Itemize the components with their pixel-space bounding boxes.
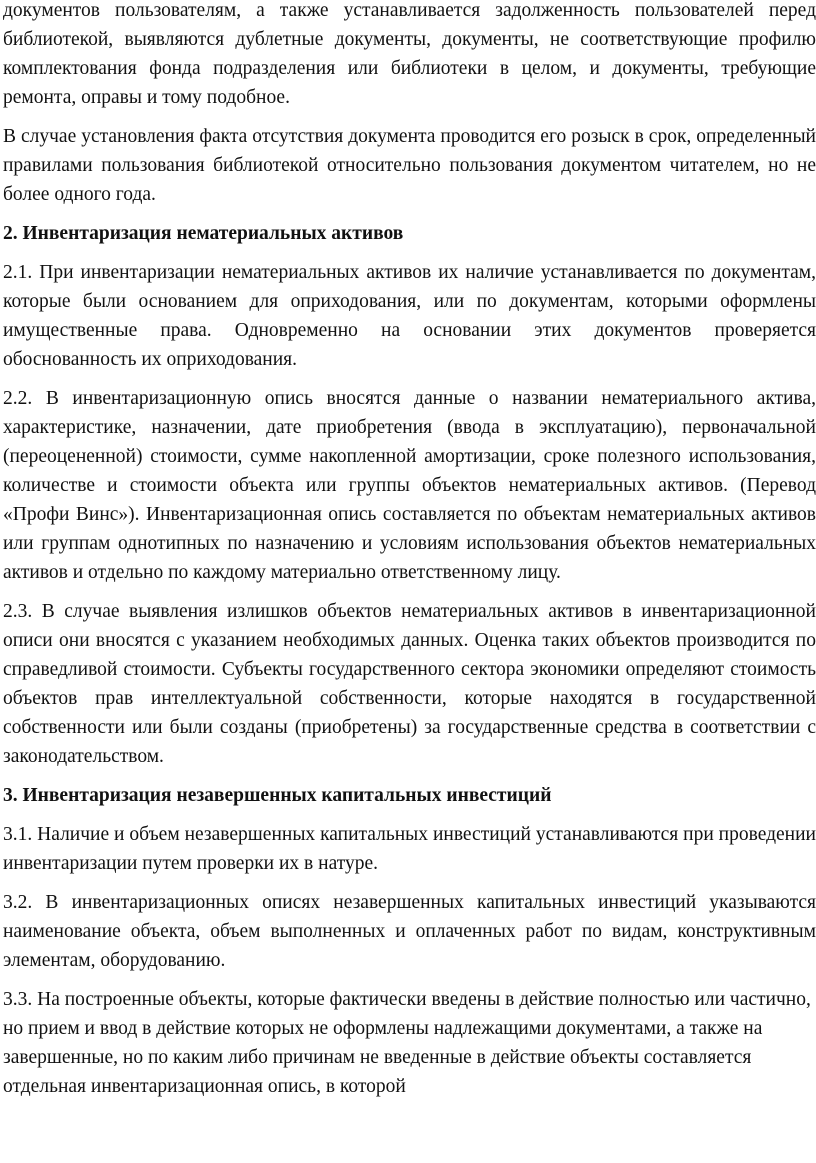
paragraph-3-1: 3.1. Наличие и объем незавершенных капитальных инвестиций устанавливаются при проведении инвентаризации путем проверки их в натуре. [3,824,816,874]
paragraph-2-1: 2.1. При инвентаризации нематериальных активов их наличие устанавливается по документам, которые были основанием для оприходования, или по документам, которыми оформлены имущественные права. Одновременно на основании этих документов проверяется обоснованность их оприходования. [3,262,816,370]
paragraph-3-2: 3.2. В инвентаризационных описях незавершенных капитальных инвестиций указываются наименование объекта, объем выполненных и оплаченных работ по видам, конструктивным элементам, оборудованию. [3,892,816,971]
paragraph-2-3: 2.3. В случае выявления излишков объектов нематериальных активов в инвентаризационной описи они вносятся с указанием необходимых данных. Оценка таких объектов производится по справедливой стоимости. Субъекты государственного сектора экономики определяют стоимость объектов прав интеллектуальной собственности, которые находятся в государственной собственности или были созданы (приобретены) за государственные средства в соответствии с законодательством. [3,601,816,767]
paragraph-missing-document: В случае установления факта отсутствия документа проводится его розыск в срок, определенный правилами пользования библиотекой относительно пользования документом читателем, но не более одного года. [3,126,816,205]
paragraph-3-3: 3.3. На построенные объекты, которые фактически введены в действие полностью или частично, но прием и ввод в действие которых не оформлены надлежащими документами, а также на завершенные, но по каким либо причинам не введенные в действие объекты составляется отдельная инвентаризационная опись, в которой [3,989,811,1097]
paragraph-intro-continuation: документов пользователям, а также устанавливается задолженность пользователей перед библиотекой, выявляются дублетные документы, документы, не соответствующие профилю комплектования фонда подразделения или библиотеки в целом, и документы, требующие ремонта, оправы и тому подобное. [3,0,816,108]
section-heading-2: 2. Инвентаризация нематериальных активов [3,223,404,244]
paragraph-2-2: 2.2. В инвентаризационную опись вносятся данные о названии нематериального актива, характеристике, назначении, дате приобретения (ввода в эксплуатацию), первоначальной (переоцененной) стоимости, сумме накопленной амортизации, сроке полезного использования, количестве и стоимости объекта или группы объектов нематериальных активов. (Перевод «Профи Винс»). Инвентаризационная опись составляется по объектам нематериальных активов или группам однотипных по назначению и условиям использования объектов нематериальных активов и отдельно по каждому материально ответственному лицу. [3,388,816,583]
section-heading-3: 3. Инвентаризация незавершенных капитальных инвестиций [3,785,552,806]
